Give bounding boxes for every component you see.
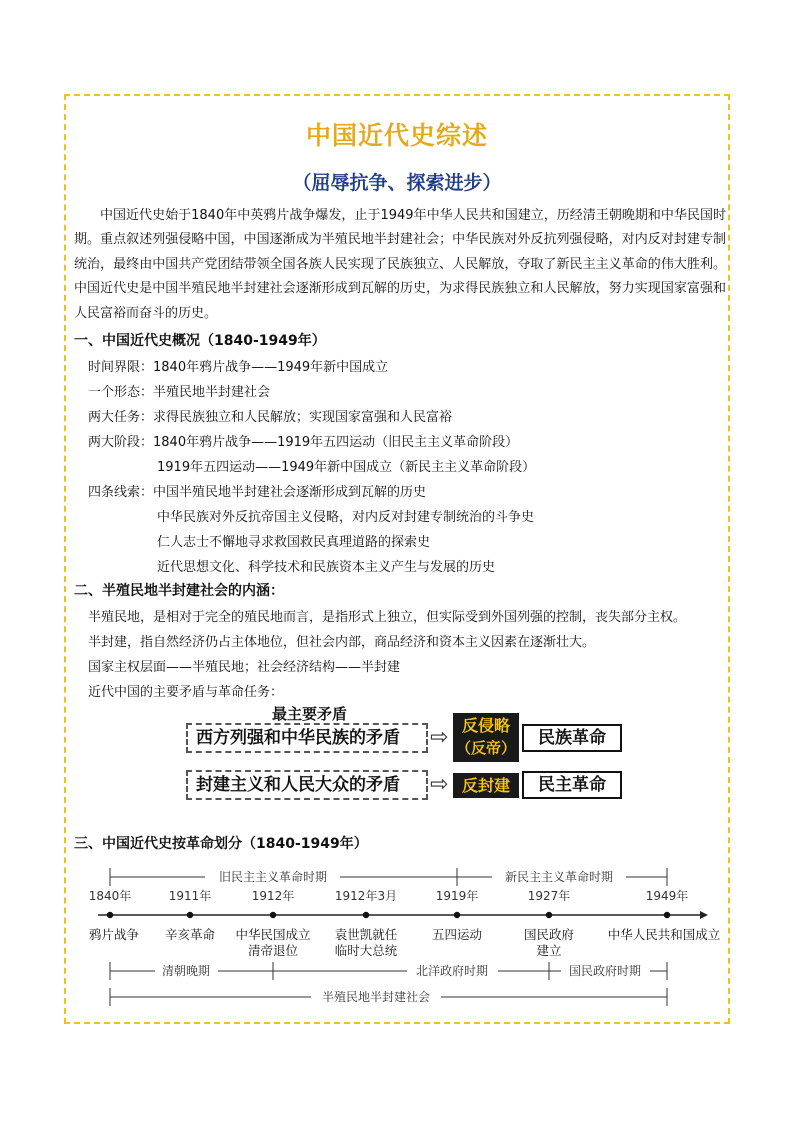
timeline-point	[546, 912, 552, 918]
diagram-top-label: 最主要矛盾	[272, 705, 348, 723]
timeline-event-label: 中华民国成立	[235, 927, 311, 942]
arrow-icon: ⇨	[430, 725, 449, 750]
timeline-point	[664, 912, 670, 918]
section1-line: 一个形态：半殖民地半封建社会	[88, 385, 271, 400]
timeline-point	[187, 912, 193, 918]
section1-line: 两大任务：求得民族独立和人民解放；实现国家富强和人民富裕	[88, 410, 453, 425]
era-qing-label: 清朝晚期	[161, 964, 211, 978]
section1-line: 中华民族对外反抗帝国主义侵略，对内反对封建专制统治的斗争史	[157, 510, 535, 525]
section3-heading: 三、中国近代史按革命划分（1840-1949年）	[74, 836, 368, 852]
timeline-event-label: 辛亥革命	[164, 927, 216, 942]
timeline-year-label: 1912年3月	[334, 889, 398, 903]
timeline-year-label: 1840年	[88, 889, 132, 903]
era-society-label: 半殖民地半封建社会	[321, 990, 431, 1004]
timeline-event-label: 五四运动	[431, 927, 483, 942]
timeline-year-label: 1949年	[645, 889, 689, 903]
section1-line: 近代思想文化、科学技术和民族资本主义产生与发展的历史	[157, 560, 496, 575]
intro-paragraph: 中国近代史始于1840年中英鸦片战争爆发，止于1949年中华人民共和国建立，历经清王朝晚期和中华民国时期。重点叙述列强侵略中国，中国逐渐成为半殖民地半封建社会；中华民族对外反抗列强侵略，对内反对封建专制统治，最终由中国共产党团结带领全国各族人民实现了民族独立、人民解放，夺取了新民主主义革命的伟大胜利。中国近代史是中国半殖民地半封建社会逐渐形成到瓦解的历史，为求得民族独立和人民解放，努力实现国家富强和人民富裕而奋斗的历史。	[74, 208, 726, 321]
revolution-box-2: 民主革命	[522, 771, 622, 799]
era-beiyang-label: 北洋政府时期	[415, 964, 489, 978]
timeline-event-label: 临时大总统	[334, 943, 398, 958]
timeline-event-label: 清帝退位	[247, 943, 299, 958]
timeline-point	[270, 912, 276, 918]
timeline-year-label: 1911年	[168, 889, 212, 903]
timeline-point	[363, 912, 369, 918]
timeline-point	[454, 912, 460, 918]
task-box-1-line1: 反侵略	[461, 716, 510, 735]
timeline-event-label: 袁世凯就任	[334, 927, 398, 942]
section2-heading: 二、半殖民地半封建社会的内涵：	[74, 583, 284, 599]
page-title: 中国近代史综述	[305, 121, 488, 150]
arrow-icon: ⇨	[430, 772, 449, 797]
task-box-2: 反封建	[453, 773, 519, 798]
section1-line: 四条线索：中国半殖民地半封建社会逐渐形成到瓦解的历史	[88, 485, 427, 500]
section1-line: 两大阶段：1840年鸦片战争——1919年五四运动（旧民主主义革命阶段）	[88, 435, 519, 450]
era-guomin-label: 国民政府时期	[568, 964, 642, 978]
timeline-year-label: 1919年	[435, 889, 479, 903]
section1-line: 仁人志士不懈地寻求救国救民真理道路的探索史	[157, 535, 431, 550]
timeline-point	[107, 912, 113, 918]
contradiction-box-2: 封建主义和人民大众的矛盾	[186, 770, 428, 800]
section2-line: 半封建，指自然经济仍占主体地位，但社会内部，商品经济和资本主义因素在逐渐壮大。	[88, 635, 596, 650]
timeline-event-label: 中华人民共和国成立	[607, 927, 721, 942]
section2-line: 国家主权层面——半殖民地；社会经济结构——半封建	[88, 660, 401, 675]
revolution-box-1: 民族革命	[522, 724, 622, 752]
timeline-year-label: 1927年	[527, 889, 571, 903]
timeline-event-label: 鸦片战争	[88, 927, 140, 942]
period-old-label: 旧民主主义革命时期	[218, 870, 328, 884]
timeline-event-label: 国民政府	[523, 927, 575, 942]
task-box-1-line2: （反帝）	[455, 739, 516, 757]
contradiction-box-1: 西方列强和中华民族的矛盾	[186, 723, 428, 753]
timeline-year-label: 1912年	[251, 889, 295, 903]
timeline-event-label: 建立	[536, 943, 562, 958]
section2-line: 近代中国的主要矛盾与革命任务：	[88, 685, 284, 700]
section1-line: 1919年五四运动——1949年新中国成立（新民主主义革命阶段）	[157, 460, 536, 475]
section1-heading: 一、中国近代史概况（1840-1949年）	[74, 333, 326, 349]
section2-line: 半殖民地，是相对于完全的殖民地而言，是指形式上独立，但实际受到外国列强的控制，丧失部分主权。	[88, 610, 687, 625]
period-new-label: 新民主主义革命时期	[504, 870, 614, 884]
section1-line: 时间界限：1840年鸦片战争——1949年新中国成立	[88, 360, 389, 375]
arrowhead-icon	[700, 911, 708, 919]
page-subtitle: （屈辱抗争、探索进步）	[292, 172, 502, 194]
